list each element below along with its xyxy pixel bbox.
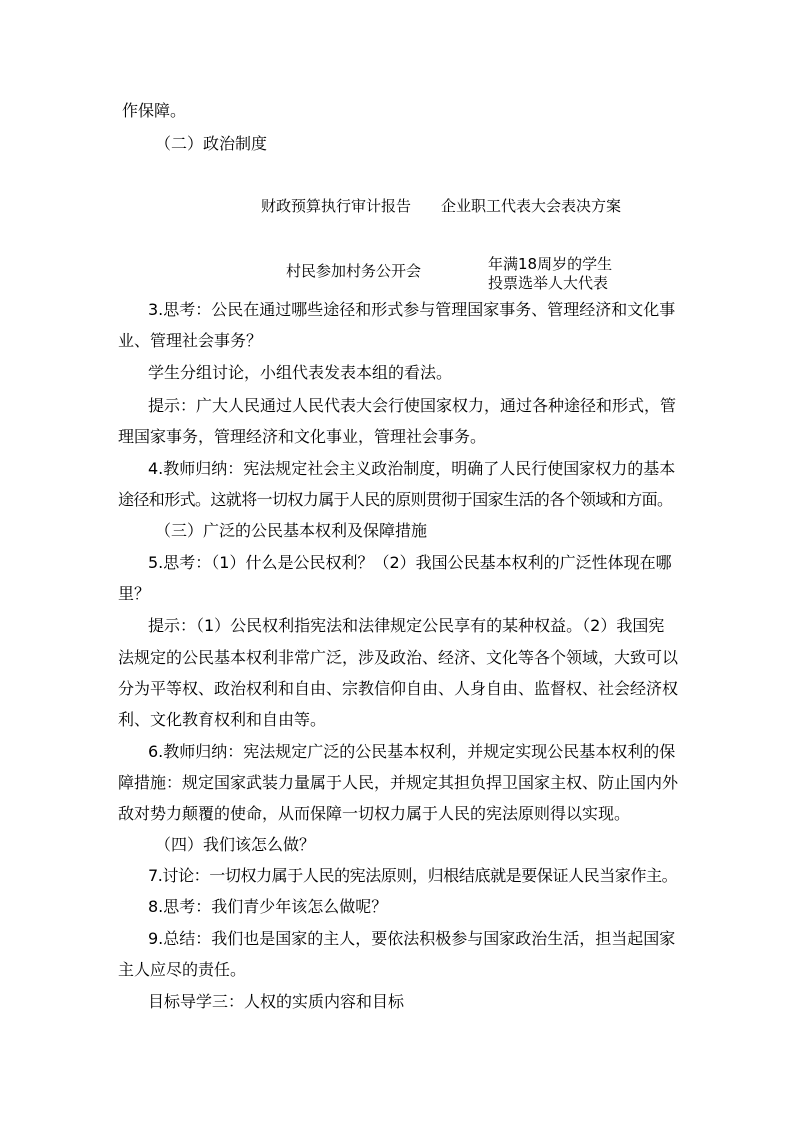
question-5-line2: 里？ [118, 584, 151, 603]
question-5-line1: 5.思考：（1）什么是公民权利？（2）我国公民基本权利的广泛性体现在哪 [148, 553, 672, 572]
hint-2-line4: 利、文化教育权利和自由等。 [118, 710, 327, 729]
caption-budget-audit-report: 财政预算执行审计报告 [261, 197, 412, 215]
hint-1-line1: 提示：广大人民通过人民代表大会行使国家权力，通过各种途径和形式，管 [148, 396, 677, 415]
discussion-7: 7.讨论：一切权力属于人民的宪法原则，归根结底就是要保证人民当家作主。 [148, 866, 678, 885]
learning-goal-3: 目标导学三：人权的实质内容和目标 [148, 992, 405, 1011]
question-3-line2: 业、管理社会事务？ [118, 331, 263, 350]
summary-6-line2: 障措施：规定国家武装力量属于人民，并规定其担负捍卫国家主权、防止国内外 [118, 773, 679, 792]
section-heading-what-to-do: （四）我们该怎么做？ [155, 835, 316, 854]
text-line-continuation: 作保障。 [122, 101, 187, 120]
summary-9-line1: 9.总结：我们也是国家的主人，要依法积极参与国家政治生活，担当起国家 [148, 929, 676, 948]
section-heading-civil-rights: （三）广泛的公民基本权利及保障措施 [155, 521, 428, 540]
question-3-line1: 3.思考：公民在通过哪些途径和形式参与管理国家事务、管理经济和文化事 [148, 300, 676, 319]
hint-2-line2: 法规定的公民基本权利非常广泛，涉及政治、经济、文化等各个领域，大致可以 [118, 648, 679, 667]
summary-4-line1: 4.教师归纳：宪法规定社会主义政治制度，明确了人民行使国家权力的基本 [148, 459, 676, 478]
caption-students-voting-line2: 投票选举人大代表 [488, 274, 609, 292]
question-8: 8.思考：我们青少年该怎么做呢？ [148, 897, 388, 916]
summary-4-line2: 途径和形式。这就将一切权力属于人民的原则贯彻于国家生活的各个领域和方面。 [118, 490, 673, 509]
caption-students-voting-line1: 年满18周岁的学生 [488, 255, 613, 273]
summary-9-line2: 主人应尽的责任。 [118, 960, 247, 979]
caption-village-affairs-meeting: 村民参加村务公开会 [286, 262, 422, 280]
hint-2-line3: 分为平等权、政治权利和自由、宗教信仰自由、人身自由、监督权、社会经济权 [118, 679, 679, 698]
section-heading-political-system: （二）政治制度 [155, 134, 268, 153]
summary-6-line1: 6.教师归纳：宪法规定广泛的公民基本权利，并规定实现公民基本权利的保 [148, 742, 676, 761]
summary-6-line3: 敌对势力颠覆的使命，从而保障一切权力属于人民的宪法原则得以实现。 [118, 804, 631, 823]
hint-2-line1: 提示：（1）公民权利指宪法和法律规定公民享有的某种权益。（2）我国宪 [148, 616, 665, 635]
caption-workers-congress-vote: 企业职工代表大会表决方案 [441, 197, 622, 215]
hint-1-line2: 理国家事务，管理经济和文化事业，管理社会事务。 [118, 427, 487, 446]
group-discussion: 学生分组讨论，小组代表发表本组的看法。 [148, 363, 453, 382]
